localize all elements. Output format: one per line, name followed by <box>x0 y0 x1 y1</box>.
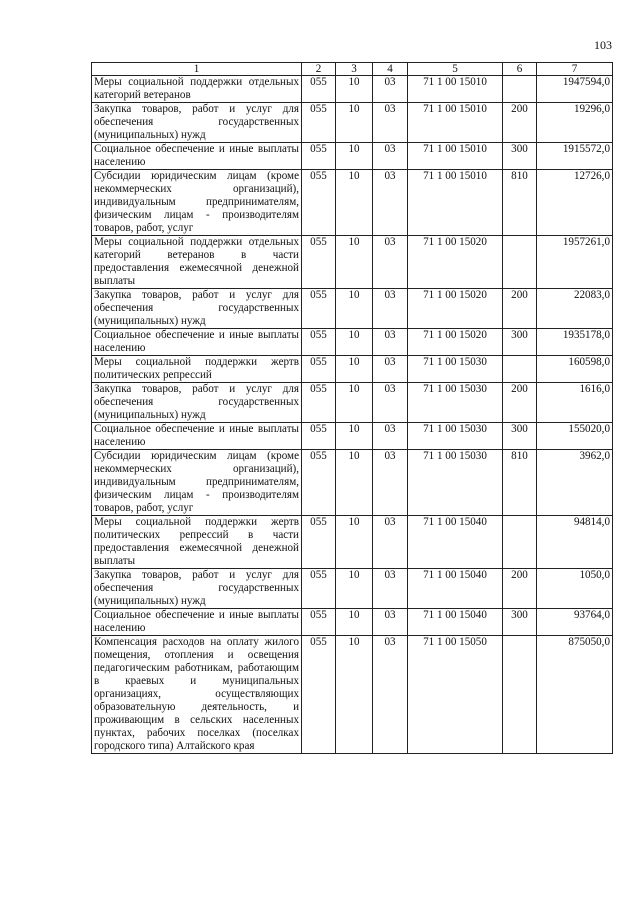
amount: 160598,0 <box>537 356 613 383</box>
amount: 22083,0 <box>537 289 613 329</box>
target-article-code: 71 1 00 15040 <box>408 516 503 569</box>
table-row <box>92 289 613 329</box>
amount: 1915572,0 <box>537 143 613 170</box>
budget-table <box>91 62 613 754</box>
amount: 155020,0 <box>537 423 613 450</box>
target-article-code: 71 1 00 15040 <box>408 609 503 636</box>
expense-type-code: 810 <box>503 170 537 236</box>
amount: 19296,0 <box>537 103 613 143</box>
expense-type-code <box>503 76 537 103</box>
target-article-code: 71 1 00 15010 <box>408 143 503 170</box>
subsection-code: 03 <box>373 569 408 609</box>
subsection-code: 03 <box>373 143 408 170</box>
row-name: Субсидии юридическим лицам (кроме некоммерческих организаций), индивидуальным предпринимателям, физическим лицам - производителям товаров, работ, услуг <box>92 450 302 516</box>
table-row <box>92 516 613 569</box>
subsection-code: 03 <box>373 329 408 356</box>
row-name: Меры социальной поддержки жертв политических репрессий в части предоставления ежемесячной денежной выплаты <box>92 516 302 569</box>
table-row <box>92 423 613 450</box>
amount: 875050,0 <box>537 636 613 754</box>
ministry-code: 055 <box>302 636 336 754</box>
table-row <box>92 236 613 289</box>
section-code: 10 <box>336 569 373 609</box>
ministry-code: 055 <box>302 329 336 356</box>
ministry-code: 055 <box>302 236 336 289</box>
table-row <box>92 450 613 516</box>
expense-type-code: 300 <box>503 423 537 450</box>
ministry-code: 055 <box>302 383 336 423</box>
row-name: Меры социальной поддержки жертв политических репрессий <box>92 356 302 383</box>
section-code: 10 <box>336 143 373 170</box>
subsection-code: 03 <box>373 76 408 103</box>
target-article-code: 71 1 00 15010 <box>408 76 503 103</box>
ministry-code: 055 <box>302 356 336 383</box>
subsection-code: 03 <box>373 423 408 450</box>
target-article-code: 71 1 00 15010 <box>408 103 503 143</box>
subsection-code: 03 <box>373 236 408 289</box>
subsection-code: 03 <box>373 170 408 236</box>
subsection-code: 03 <box>373 450 408 516</box>
table-row <box>92 383 613 423</box>
subsection-code: 03 <box>373 103 408 143</box>
table-row <box>92 636 613 754</box>
amount: 3962,0 <box>537 450 613 516</box>
target-article-code: 71 1 00 15020 <box>408 329 503 356</box>
subsection-code: 03 <box>373 356 408 383</box>
amount: 1947594,0 <box>537 76 613 103</box>
subsection-code: 03 <box>373 289 408 329</box>
ministry-code: 055 <box>302 143 336 170</box>
ministry-code: 055 <box>302 423 336 450</box>
target-article-code: 71 1 00 15030 <box>408 383 503 423</box>
column-header: 7 <box>537 63 613 76</box>
ministry-code: 055 <box>302 103 336 143</box>
table-row <box>92 76 613 103</box>
ministry-code: 055 <box>302 450 336 516</box>
row-name: Меры социальной поддержки отдельных категорий ветеранов в части предоставления ежемесячной денежной выплаты <box>92 236 302 289</box>
column-header: 5 <box>408 63 503 76</box>
expense-type-code: 200 <box>503 383 537 423</box>
section-code: 10 <box>336 329 373 356</box>
column-header: 1 <box>92 63 302 76</box>
amount: 12726,0 <box>537 170 613 236</box>
ministry-code: 055 <box>302 609 336 636</box>
section-code: 10 <box>336 516 373 569</box>
expense-type-code: 300 <box>503 609 537 636</box>
expense-type-code: 300 <box>503 143 537 170</box>
amount: 94814,0 <box>537 516 613 569</box>
row-name: Меры социальной поддержки отдельных категорий ветеранов <box>92 76 302 103</box>
ministry-code: 055 <box>302 170 336 236</box>
amount: 1616,0 <box>537 383 613 423</box>
expense-type-code: 200 <box>503 569 537 609</box>
target-article-code: 71 1 00 15030 <box>408 450 503 516</box>
expense-type-code <box>503 356 537 383</box>
column-number-row <box>92 63 613 76</box>
row-name: Закупка товаров, работ и услуг для обеспечения государственных (муниципальных) нужд <box>92 289 302 329</box>
table-row <box>92 569 613 609</box>
page-number: 103 <box>594 38 612 52</box>
ministry-code: 055 <box>302 76 336 103</box>
ministry-code: 055 <box>302 569 336 609</box>
row-name: Закупка товаров, работ и услуг для обеспечения государственных (муниципальных) нужд <box>92 569 302 609</box>
section-code: 10 <box>336 170 373 236</box>
subsection-code: 03 <box>373 609 408 636</box>
row-name: Социальное обеспечение и иные выплаты населению <box>92 609 302 636</box>
expense-type-code: 200 <box>503 289 537 329</box>
amount: 1935178,0 <box>537 329 613 356</box>
table-row <box>92 329 613 356</box>
target-article-code: 71 1 00 15040 <box>408 569 503 609</box>
section-code: 10 <box>336 383 373 423</box>
amount: 1957261,0 <box>537 236 613 289</box>
expense-type-code <box>503 636 537 754</box>
subsection-code: 03 <box>373 383 408 423</box>
target-article-code: 71 1 00 15030 <box>408 423 503 450</box>
table-body <box>92 76 613 754</box>
subsection-code: 03 <box>373 516 408 569</box>
amount: 93764,0 <box>537 609 613 636</box>
section-code: 10 <box>336 609 373 636</box>
table-row <box>92 103 613 143</box>
row-name: Социальное обеспечение и иные выплаты населению <box>92 329 302 356</box>
column-header: 4 <box>373 63 408 76</box>
expense-type-code: 300 <box>503 329 537 356</box>
section-code: 10 <box>336 636 373 754</box>
expense-type-code <box>503 516 537 569</box>
expense-type-code: 200 <box>503 103 537 143</box>
subsection-code: 03 <box>373 636 408 754</box>
row-name: Социальное обеспечение и иные выплаты населению <box>92 423 302 450</box>
target-article-code: 71 1 00 15020 <box>408 289 503 329</box>
table-row <box>92 170 613 236</box>
ministry-code: 055 <box>302 516 336 569</box>
section-code: 10 <box>336 236 373 289</box>
row-name: Компенсация расходов на оплату жилого помещения, отопления и освещения педагогическим работникам, работающим в краевых и муниципальных организациях, осуществляющих образовательную деятельность, и проживающим в сельских населенных пунктах, рабочих поселках (поселках городского типа) Алтайского края <box>92 636 302 754</box>
table-row <box>92 609 613 636</box>
expense-type-code <box>503 236 537 289</box>
table-row <box>92 356 613 383</box>
ministry-code: 055 <box>302 289 336 329</box>
column-header: 2 <box>302 63 336 76</box>
target-article-code: 71 1 00 15050 <box>408 636 503 754</box>
section-code: 10 <box>336 103 373 143</box>
target-article-code: 71 1 00 15010 <box>408 170 503 236</box>
expense-type-code: 810 <box>503 450 537 516</box>
column-header: 6 <box>503 63 537 76</box>
row-name: Закупка товаров, работ и услуг для обеспечения государственных (муниципальных) нужд <box>92 103 302 143</box>
row-name: Закупка товаров, работ и услуг для обеспечения государственных (муниципальных) нужд <box>92 383 302 423</box>
section-code: 10 <box>336 356 373 383</box>
amount: 1050,0 <box>537 569 613 609</box>
target-article-code: 71 1 00 15020 <box>408 236 503 289</box>
section-code: 10 <box>336 76 373 103</box>
target-article-code: 71 1 00 15030 <box>408 356 503 383</box>
section-code: 10 <box>336 450 373 516</box>
row-name: Субсидии юридическим лицам (кроме некоммерческих организаций), индивидуальным предпринимателям, физическим лицам - производителям товаров, работ, услуг <box>92 170 302 236</box>
section-code: 10 <box>336 423 373 450</box>
column-header: 3 <box>336 63 373 76</box>
section-code: 10 <box>336 289 373 329</box>
row-name: Социальное обеспечение и иные выплаты населению <box>92 143 302 170</box>
table-row <box>92 143 613 170</box>
